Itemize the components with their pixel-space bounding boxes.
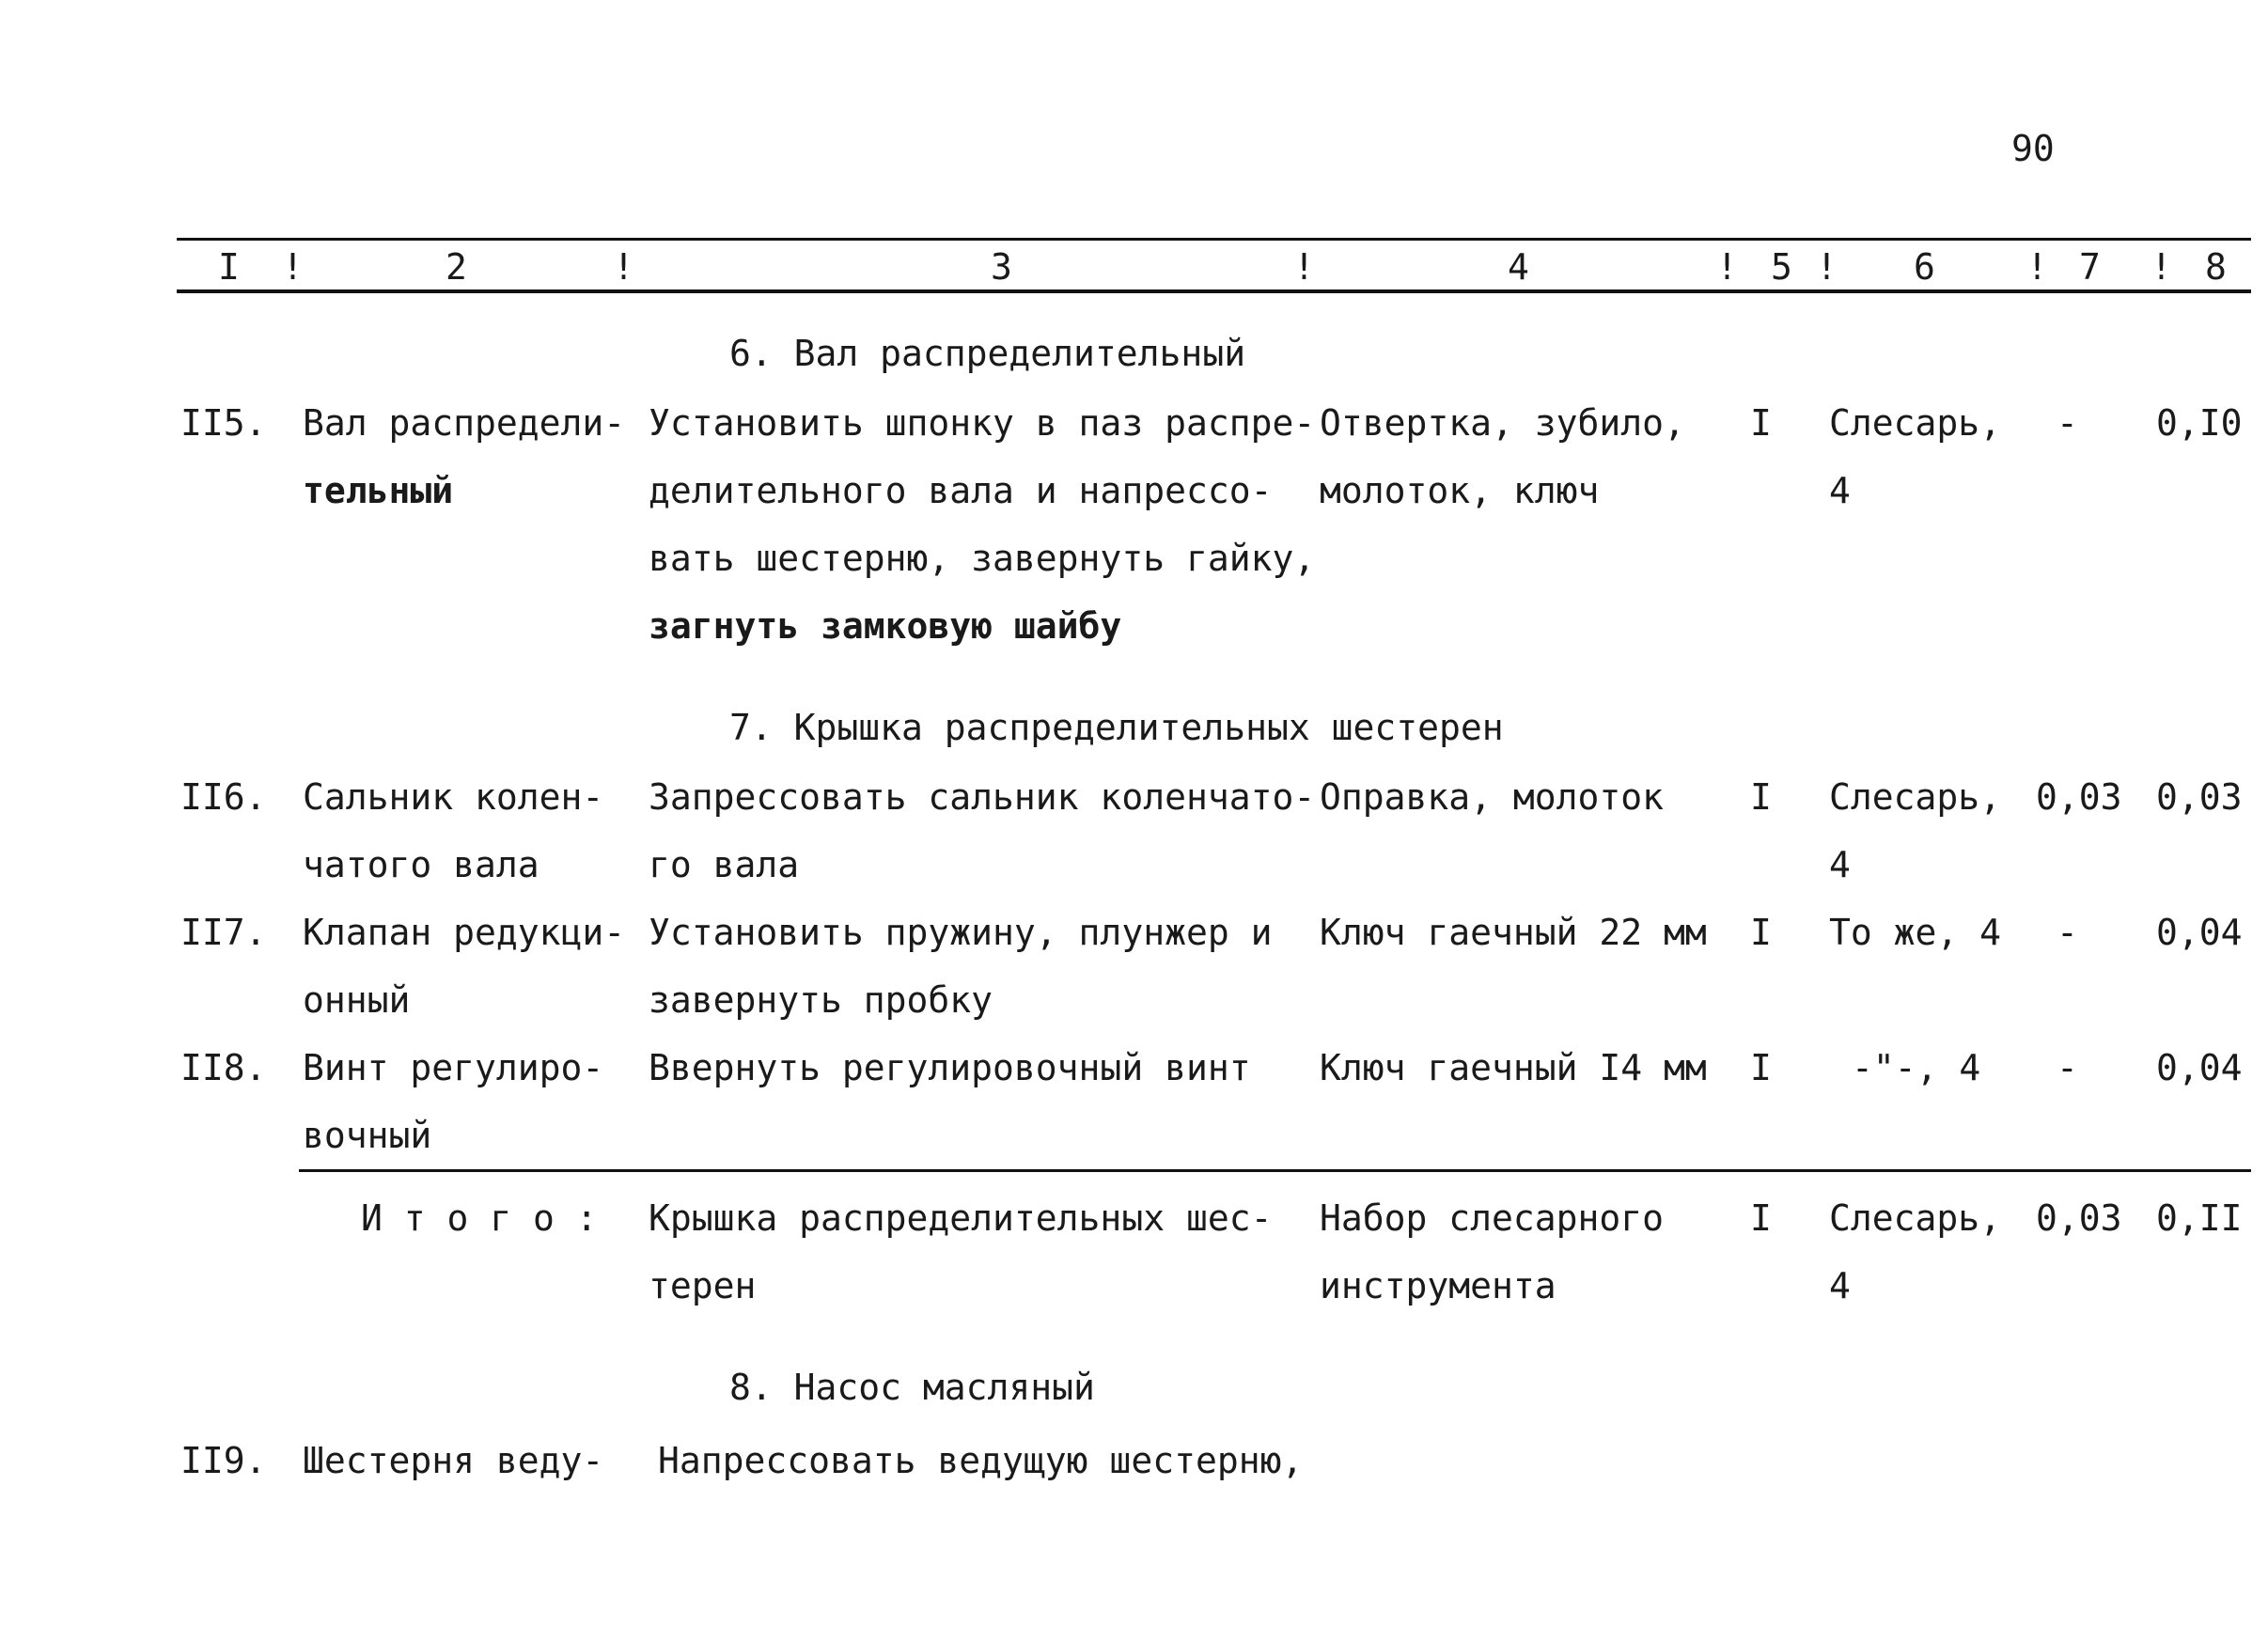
worker-category: -"-, 4: [1852, 1047, 1981, 1088]
operation-text: Ввернуть регулировочный винт: [649, 1047, 1251, 1088]
operation-text: Запрессовать сальник коленчато-: [649, 776, 1316, 818]
section-title-6: 6. Вал распределительный: [729, 333, 1246, 374]
operation-text: вать шестерню, завернуть гайку,: [649, 538, 1316, 579]
col5-value: I: [1750, 1197, 1772, 1239]
worker-category: Слесарь,: [1829, 1197, 2002, 1239]
worker-category: Слесарь,: [1829, 776, 2002, 818]
row-number: II8.: [180, 1047, 267, 1088]
worker-category: 4: [1829, 470, 1851, 511]
col7-value: -: [2057, 1047, 2078, 1088]
tools-text: Ключ гаечный 22 мм: [1320, 912, 1707, 953]
tools-text: Отвертка, зубило,: [1320, 402, 1685, 444]
header-separator: !: [613, 246, 634, 288]
col5-value: I: [1750, 776, 1772, 818]
operation-text: Установить шпонку в паз распре-: [649, 402, 1316, 444]
header-separator: !: [2151, 246, 2172, 288]
header-separator: !: [1293, 246, 1315, 288]
tools-text: Набор слесарного: [1320, 1197, 1665, 1239]
col7-value: -: [2057, 912, 2078, 953]
part-name: чатого вала: [303, 844, 540, 885]
part-name: Винт регулиро-: [303, 1047, 604, 1088]
header-col-3: 3: [991, 246, 1012, 288]
col8-value: 0,04: [2156, 1047, 2243, 1088]
header-col-7: 7: [2079, 246, 2101, 288]
header-bottom-rule: [177, 289, 2251, 293]
header-separator: !: [2026, 246, 2048, 288]
col8-value: 0,II: [2156, 1197, 2243, 1239]
total-label: И т о г о :: [361, 1197, 598, 1239]
section-title-7: 7. Крышка распределительных шестерен: [729, 707, 1504, 748]
row-number: II5.: [180, 402, 267, 444]
part-name: онный: [303, 979, 411, 1021]
header-separator: !: [282, 246, 304, 288]
header-separator: !: [1716, 246, 1738, 288]
operation-text: терен: [649, 1265, 757, 1306]
tools-text: молоток, ключ: [1320, 470, 1600, 511]
row-number: II7.: [180, 912, 267, 953]
operation-text: делительного вала и напрессо-: [649, 470, 1273, 511]
col7-value: 0,03: [2036, 1197, 2122, 1239]
part-name: Шестерня веду-: [303, 1440, 604, 1481]
operation-text: Напрессовать ведущую шестерню,: [658, 1440, 1304, 1481]
header-top-rule: [177, 238, 2251, 241]
header-col-4: 4: [1508, 246, 1529, 288]
worker-category: 4: [1829, 1265, 1851, 1306]
header-col-8: 8: [2205, 246, 2227, 288]
worker-category: 4: [1829, 844, 1851, 885]
header-col-2: 2: [446, 246, 467, 288]
col5-value: I: [1750, 1047, 1772, 1088]
header-separator: !: [1816, 246, 1838, 288]
part-name: Сальник колен-: [303, 776, 604, 818]
part-name: Вал распредели-: [303, 402, 626, 444]
total-rule: [299, 1169, 2251, 1172]
operation-text: Крышка распределительных шес-: [649, 1197, 1273, 1239]
tools-text: Оправка, молоток: [1320, 776, 1665, 818]
section-title-8: 8. Насос масляный: [729, 1367, 1095, 1408]
tools-text: Ключ гаечный I4 мм: [1320, 1047, 1707, 1088]
row-number: II6.: [180, 776, 267, 818]
page-number: 90: [2011, 128, 2055, 169]
col8-value: 0,04: [2156, 912, 2243, 953]
col5-value: I: [1750, 402, 1772, 444]
header-col-6: 6: [1914, 246, 1935, 288]
row-number: II9.: [180, 1440, 267, 1481]
col7-value: 0,03: [2036, 776, 2122, 818]
operation-text: загнуть замковую шайбу: [649, 605, 1122, 647]
part-name: Клапан редукци-: [303, 912, 626, 953]
col8-value: 0,I0: [2156, 402, 2243, 444]
part-name: вочный: [303, 1115, 432, 1156]
worker-category: Слесарь,: [1829, 402, 2002, 444]
worker-category: То же, 4: [1829, 912, 2002, 953]
header-col-1: I: [218, 246, 240, 288]
part-name: тельный: [303, 470, 454, 511]
tools-text: инструмента: [1320, 1265, 1556, 1306]
operation-text: Установить пружину, плунжер и: [649, 912, 1273, 953]
col7-value: -: [2057, 402, 2078, 444]
col5-value: I: [1750, 912, 1772, 953]
operation-text: завернуть пробку: [649, 979, 993, 1021]
operation-text: го вала: [649, 844, 800, 885]
col8-value: 0,03: [2156, 776, 2243, 818]
header-col-5: 5: [1771, 246, 1792, 288]
